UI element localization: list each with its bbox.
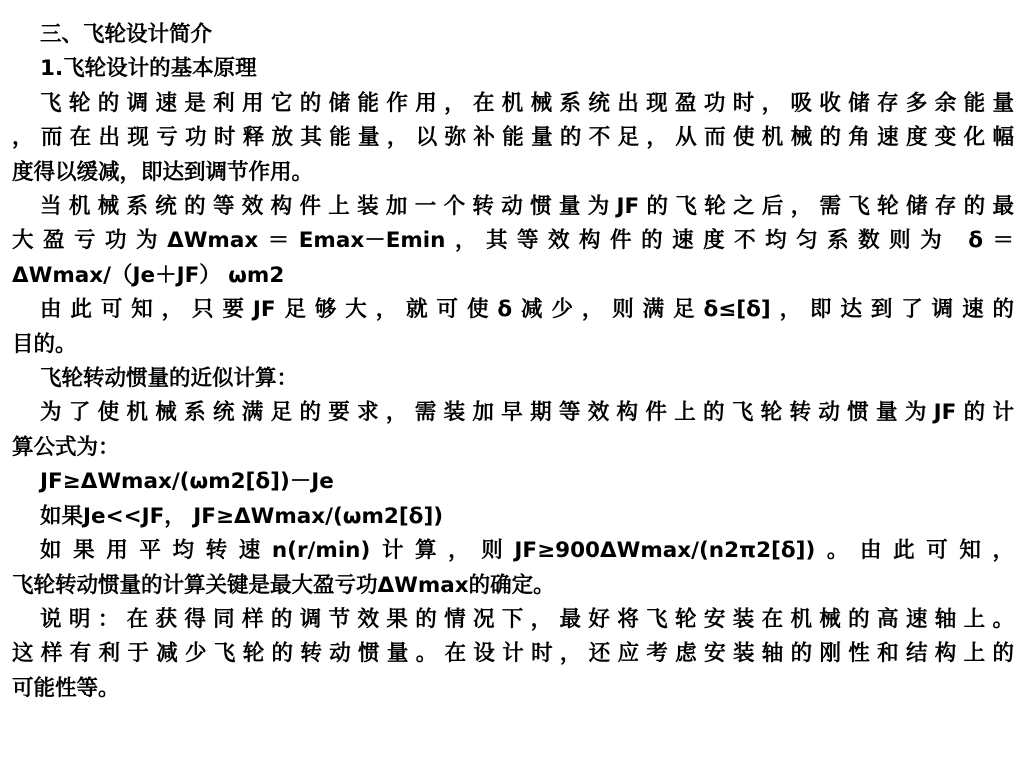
paragraph-line: 目的。: [12, 331, 77, 357]
paragraph-rpm-formula: [12, 534, 1014, 603]
paragraph-conclusion: [12, 293, 1014, 362]
paragraph-line: 大盈亏功为ΔWmax＝Emax－Emin，其等效构件的速度不均匀系数则为 δ＝: [12, 228, 1014, 254]
paragraph-line: 度得以缓减，即达到调节作用。: [12, 159, 314, 185]
paragraph-line: 算公式为：: [12, 434, 120, 460]
paragraph-line: 飞轮转动惯量的计算关键是最大盈亏功ΔWmax的确定。: [12, 572, 555, 598]
paragraph-approx-heading: 飞轮转动惯量的近似计算：: [40, 366, 299, 392]
paragraph-line: 可能性等。: [12, 675, 120, 701]
paragraph-line: ，而在出现亏功时释放其能量，以弥补能量的不足，从而使机械的角速度变化幅: [12, 125, 1014, 151]
paragraph-line: 说明：在获得同样的调节效果的情况下，最好将飞轮安装在机械的高速轴上。: [40, 606, 1014, 632]
paragraph-line: 当机械系统的等效构件上装加一个转动惯量为JF的飞轮之后，需飞轮储存的最: [40, 194, 1014, 220]
paragraph-formula-intro: [12, 396, 1014, 465]
document-body: [12, 18, 1014, 706]
paragraph-line: 这样有利于减少飞轮的转动惯量。在设计时，还应考虑安装轴的刚性和结构上的: [12, 641, 1014, 667]
paragraph-line: 如果用平均转速n(r/min)计算，则JF≥900ΔWmax/(n2π2[δ])。由此可知，: [40, 538, 1014, 564]
paragraph-line: 为了使机械系统满足的要求，需装加早期等效构件上的飞轮转动惯量为JF的计: [40, 400, 1014, 426]
paragraph-max-energy: [12, 190, 1014, 293]
paragraph-line: 由此可知，只要JF足够大，就可使δ减少，则满足δ≤[δ]，即达到了调速的: [40, 297, 1014, 323]
section-title: 三、飞轮设计简介: [40, 22, 213, 47]
subsection-title: 1.飞轮设计的基本原理: [40, 56, 257, 82]
paragraph-line: ΔWmax/（Je＋JF） ωm2: [12, 262, 285, 288]
paragraph-line: 飞轮的调速是利用它的储能作用，在机械系统出现盈功时，吸收储存多余能量: [40, 90, 1014, 116]
formula-jf-simplified: 如果Je<<JF， JF≥ΔWmax/(ωm2[δ]): [40, 503, 444, 529]
paragraph-principle: [12, 87, 1014, 190]
paragraph-note: [12, 603, 1014, 706]
formula-jf: JF≥ΔWmax/(ωm2[δ])－Je: [40, 469, 334, 495]
